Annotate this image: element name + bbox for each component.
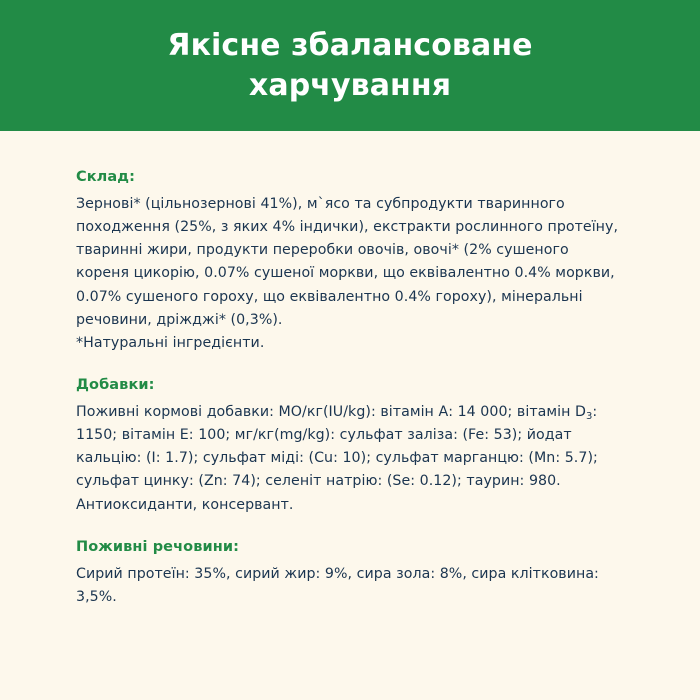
section-additives-body	[76, 401, 624, 517]
section-composition-title: Склад:	[76, 169, 135, 185]
page-title: Якісне збалансоване харчування	[167, 27, 533, 103]
content-area	[0, 131, 700, 609]
composition-note: *Натуральні інгредієнти.	[76, 334, 265, 351]
section-nutrients	[76, 539, 624, 609]
section-nutrients-title: Поживні речовини:	[76, 538, 240, 555]
additives-text-part1: Поживні кормові добавки: МО/кг(IU/kg): вітамін А: 14 000; вітамін D	[76, 403, 586, 420]
composition-text: Зернові* (цільнозернові 41%), м`ясо та субпродукти тваринного походження (25%, з яких 4% індички), екстракти рослинного протеїну, тваринні жири, продукти переробки овочів, овочі* (2% сушеного кореня цикорію, 0.07% сушеної моркви, що еквівалентно 0.4% моркви, 0.07% сушеного гороху, що еквівалентно 0.4% гороху), мінеральні речовини, дріжджі* (0,3%).	[76, 196, 619, 328]
section-additives-title: Добавки:	[76, 376, 155, 393]
header-banner	[0, 0, 700, 131]
section-additives	[76, 377, 624, 517]
section-composition	[76, 169, 624, 355]
section-nutrients-body: Сирий протеїн: 35%, сирий жир: 9%, сира зола: 8%, сира клітковина: 3,5%.	[76, 565, 599, 605]
section-composition-body	[76, 193, 624, 355]
additives-subscript: 3	[586, 410, 593, 422]
additives-text-part2: : 1150; вітамін Е: 100; мг/кг(mg/kg): сульфат заліза: (Fe: 53); йодат кальцію: (I: 1.7); сульфат міді: (Cu: 10); сульфат марганцю: (Mn: 5.7); сульфат цинку: (Zn: 74); селеніт натрію: (Se: 0.12); таурин: 980. Антиоксиданти, консервант.	[76, 403, 598, 513]
